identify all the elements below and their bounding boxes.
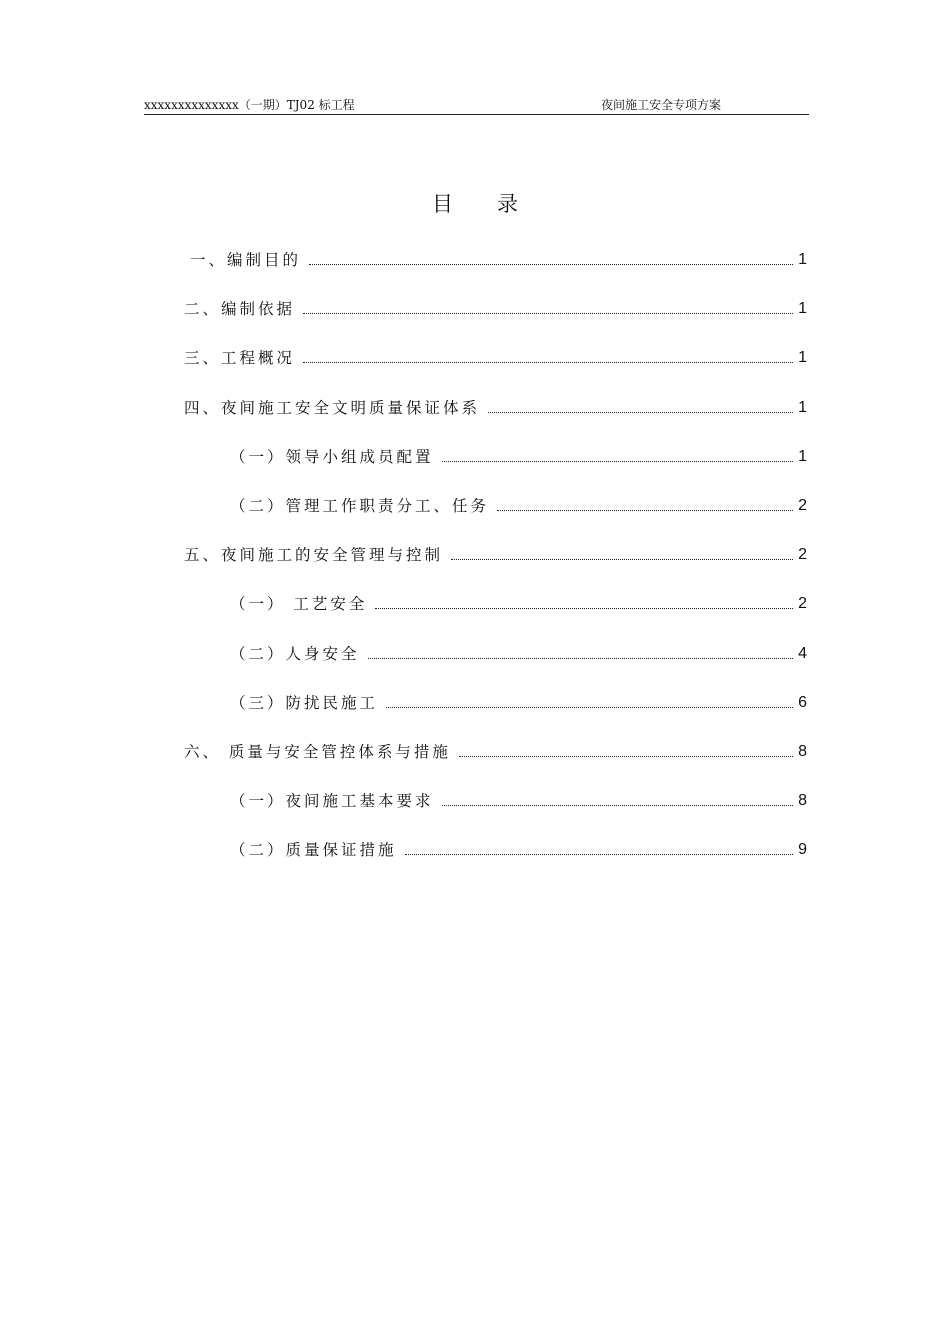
- toc-entry-page: 2: [798, 595, 807, 612]
- toc-entry-page: 1: [798, 349, 807, 366]
- toc-entry-page: 4: [798, 645, 807, 662]
- toc-entry-page: 1: [798, 251, 807, 268]
- header-project-name: xxxxxxxxxxxxxx（一期）TJ02 标工程: [144, 98, 355, 112]
- toc-entry[interactable]: [230, 492, 807, 516]
- toc-title-char: 录: [497, 192, 518, 216]
- toc-leader-dots: [442, 461, 793, 462]
- toc-leader-dots: [375, 608, 793, 609]
- toc-leader-dots: [303, 313, 793, 314]
- toc-title: [0, 188, 950, 218]
- toc-entry-page: 2: [798, 546, 807, 563]
- page-header: [144, 94, 809, 115]
- toc-entry[interactable]: [230, 640, 807, 664]
- toc-entry[interactable]: [184, 344, 807, 368]
- toc-leader-dots: [459, 756, 793, 757]
- toc-entry-page: 1: [798, 448, 807, 465]
- toc-leader-dots: [442, 805, 793, 806]
- toc-entry-page: 8: [798, 743, 807, 760]
- toc-entry[interactable]: [184, 541, 807, 565]
- toc-entry-label: （三）防扰民施工: [230, 694, 379, 712]
- toc-entry-page: 1: [798, 300, 807, 317]
- toc-leader-dots: [488, 412, 793, 413]
- toc-entry[interactable]: [230, 689, 807, 713]
- toc-leader-dots: [309, 264, 793, 265]
- toc-entry-label: （二）质量保证措施: [230, 841, 397, 859]
- toc-entry[interactable]: [190, 246, 807, 270]
- toc-entry-label: 五、夜间施工的安全管理与控制: [184, 546, 444, 564]
- toc-entry-label: 一、编制目的: [190, 251, 302, 269]
- toc-leader-dots: [451, 559, 793, 560]
- toc-entry[interactable]: [184, 295, 807, 319]
- toc-entry-page: 2: [798, 497, 807, 514]
- toc-entry[interactable]: [230, 836, 807, 860]
- toc-leader-dots: [303, 362, 793, 363]
- toc-entry-page: 1: [798, 399, 807, 416]
- toc-entry-page: 9: [798, 841, 807, 858]
- toc-entry-label: （二）人身安全: [230, 645, 360, 663]
- toc-entry-label: （二）管理工作职责分工、任务: [230, 497, 490, 515]
- toc-entry[interactable]: [184, 738, 807, 762]
- toc-entry-page: 8: [798, 792, 807, 809]
- toc-entry[interactable]: [230, 443, 807, 467]
- toc-leader-dots: [386, 707, 793, 708]
- toc-entry-label: 六、 质量与安全管控体系与措施: [184, 743, 451, 761]
- toc-leader-dots: [497, 510, 793, 511]
- toc-entry-label: （一） 工艺安全: [230, 595, 368, 613]
- toc-entry-label: 二、编制依据: [184, 300, 296, 318]
- toc-leader-dots: [405, 854, 793, 855]
- toc-entry-page: 6: [798, 694, 807, 711]
- toc-entry-label: （一）领导小组成员配置: [230, 448, 434, 466]
- toc-leader-dots: [368, 658, 793, 659]
- toc-entry-label: （一）夜间施工基本要求: [230, 792, 434, 810]
- toc-entry-label: 四、夜间施工安全文明质量保证体系: [184, 399, 481, 417]
- toc-title-char: 目: [432, 192, 453, 216]
- toc-entry[interactable]: [230, 787, 807, 811]
- toc-entry[interactable]: [230, 590, 807, 614]
- header-document-title: 夜间施工安全专项方案: [601, 98, 722, 112]
- toc-entry-label: 三、工程概况: [184, 349, 296, 367]
- toc-entry[interactable]: [184, 394, 807, 418]
